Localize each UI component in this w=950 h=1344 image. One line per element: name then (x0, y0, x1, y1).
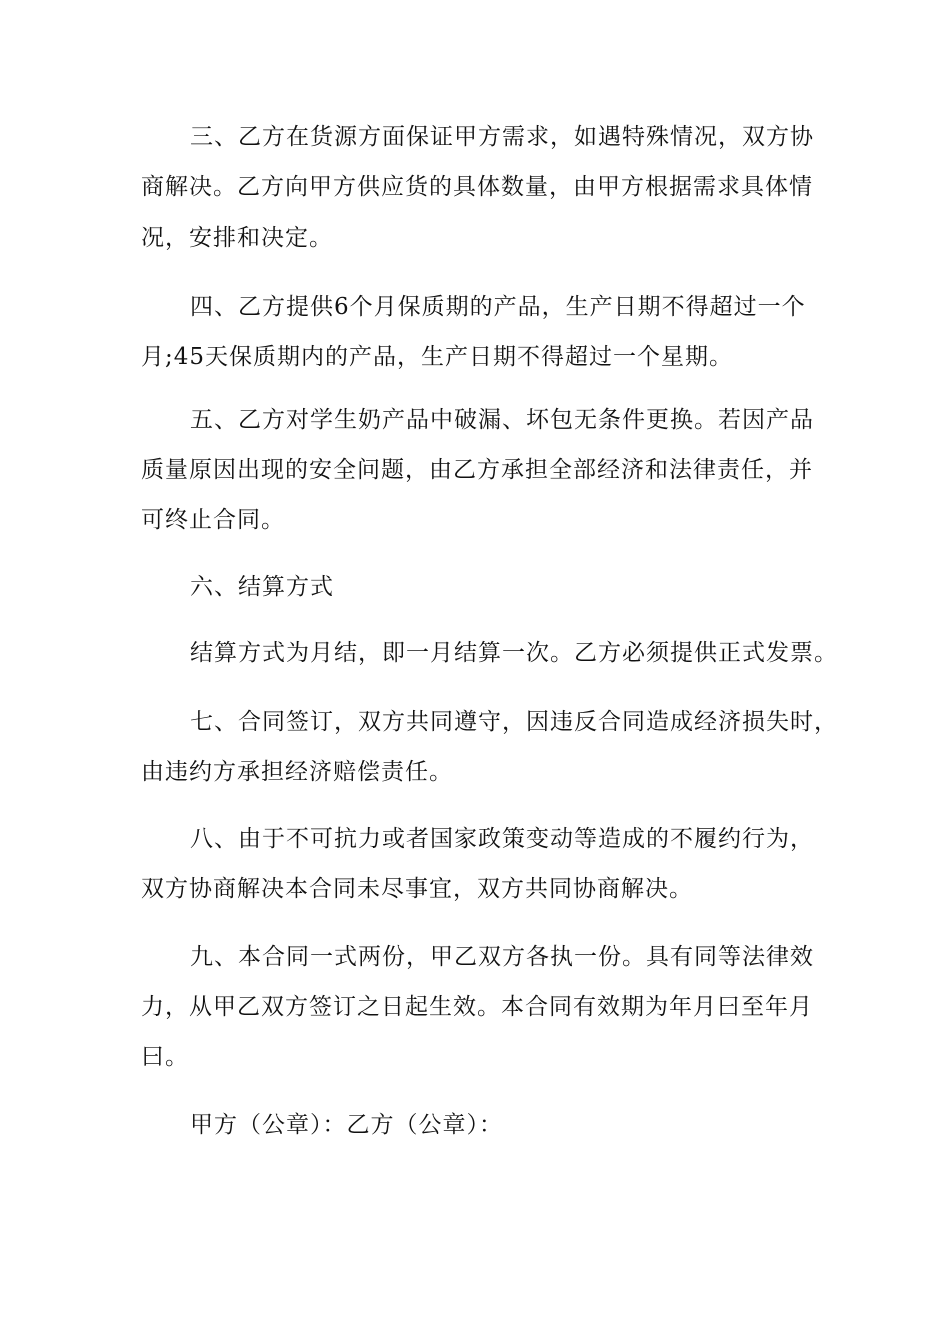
clause-3-line-3: 况，安排和决定。 (141, 225, 333, 251)
signature-line: 甲方（公章）：乙方（公章）： (190, 1112, 503, 1138)
clause-5-line-1: 五、乙方对学生奶产品中破漏、坏包无条件更换。若因产品 (190, 407, 814, 433)
clause-4-line-2: 月;45天保质期内的产品，生产日期不得超过一个星期。 (141, 344, 734, 370)
clause-8-line-2: 双方协商解决本合同未尽事宜，双方共同协商解决。 (141, 876, 693, 902)
clause-7-line-1: 七、合同签订，双方共同遵守，因违反合同造成经济损失时， (190, 709, 838, 735)
clause-4-line-1: 四、乙方提供6个月保质期的产品，生产日期不得超过一个 (190, 294, 806, 320)
clause-7-line-2: 由违约方承担经济赔偿责任。 (141, 759, 453, 785)
clause-5-line-2: 质量原因出现的安全问题，由乙方承担全部经济和法律责任，并 (141, 457, 813, 483)
clause-3-line-2: 商解决。乙方向甲方供应货的具体数量，由甲方根据需求具体情 (141, 174, 813, 200)
clause-5-line-3: 可终止合同。 (141, 507, 285, 533)
clause-9-line-2: 力，从甲乙双方签订之日起生效。本合同有效期为年月曰至年月 (141, 994, 813, 1020)
clause-6-heading: 六、结算方式 (190, 574, 334, 600)
clause-9-line-3: 曰。 (141, 1044, 189, 1070)
clause-3-line-1: 三、乙方在货源方面保证甲方需求，如遇特殊情况，双方协 (190, 124, 814, 150)
clause-6-body: 结算方式为月结，即一月结算一次。乙方必须提供正式发票。 (190, 640, 838, 666)
clause-9-line-1: 九、本合同一式两份，甲乙双方各执一份。具有同等法律效 (190, 944, 814, 970)
clause-8-line-1: 八、由于不可抗力或者国家政策变动等造成的不履约行为， (190, 826, 814, 852)
